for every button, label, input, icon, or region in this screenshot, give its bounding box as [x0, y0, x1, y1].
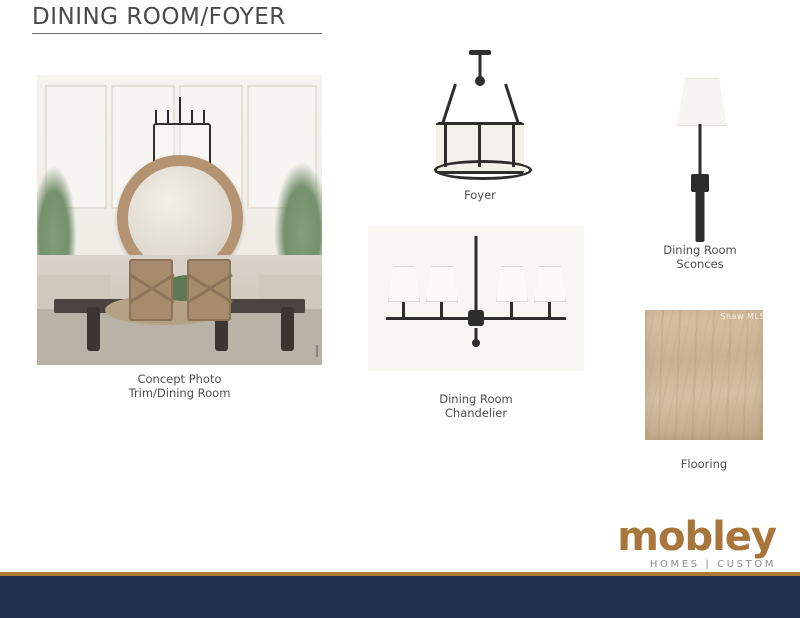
photo-corner-mark	[316, 345, 318, 357]
photo-chair	[129, 259, 173, 321]
concept-photo-image	[37, 75, 322, 365]
flooring-caption	[634, 457, 774, 471]
brand-name: mobley	[617, 514, 776, 560]
footer-bar	[0, 576, 800, 618]
photo-table-leg	[87, 307, 100, 351]
flooring-swatch-image	[645, 310, 763, 440]
page-title: DINING ROOM/FOYER	[32, 4, 286, 30]
flooring-watermark: Shaw MLS	[720, 312, 765, 321]
sconces-caption	[630, 243, 770, 271]
dining-room-chandelier-image	[368, 226, 584, 371]
foyer-caption	[400, 188, 560, 202]
caption-line: Flooring	[680, 457, 728, 471]
caption-line: Trim/Dining Room	[128, 386, 231, 400]
title-underline	[32, 33, 322, 34]
caption-line: Concept Photo	[137, 372, 222, 386]
caption-line: Dining Room	[439, 392, 513, 406]
photo-chair	[187, 259, 231, 321]
dining-room-sconce-image	[655, 78, 745, 228]
caption-line: Chandelier	[444, 406, 508, 420]
caption-line: Dining Room	[663, 243, 737, 257]
brand-logo	[617, 514, 776, 570]
brand-tagline: HOMES | CUSTOM	[649, 559, 776, 570]
concept-photo-caption	[37, 372, 322, 400]
photo-table-leg	[281, 307, 294, 351]
caption-line: Foyer	[464, 188, 496, 202]
caption-line: Sconces	[676, 257, 724, 271]
foyer-light-image	[420, 50, 540, 175]
chandelier-caption	[396, 392, 556, 420]
